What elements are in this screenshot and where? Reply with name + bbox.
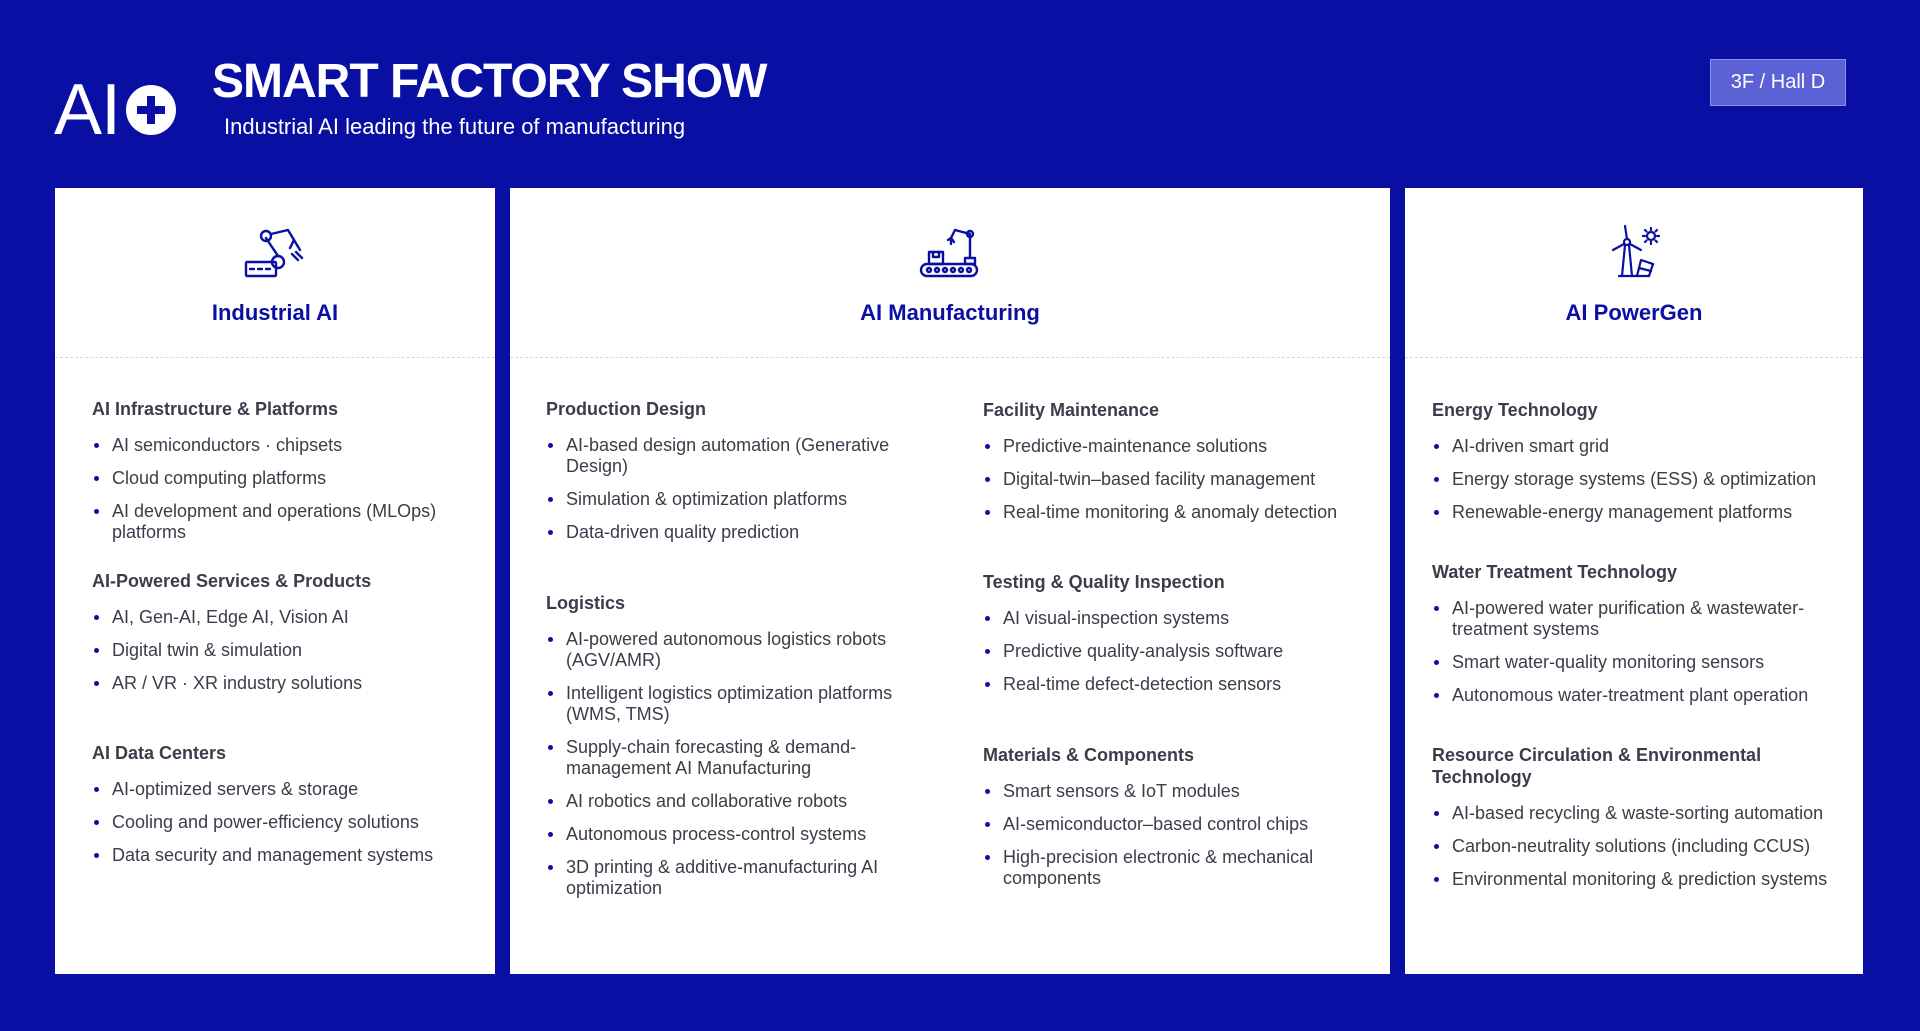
card-ai-manufacturing xyxy=(510,188,1390,974)
card-title: AI Manufacturing xyxy=(860,300,1040,325)
list-item: AI development and operations (MLOps) platforms xyxy=(92,501,482,543)
list-item: AI-based recycling & waste-sorting automation xyxy=(1432,803,1852,824)
section-title: AI-Powered Services & Products xyxy=(92,571,372,591)
list-item: Autonomous process-control systems xyxy=(546,824,946,845)
plus-icon xyxy=(126,85,176,135)
list-item: Renewable-energy management platforms xyxy=(1432,502,1852,523)
section xyxy=(1432,744,1852,902)
section-title: Energy Technology xyxy=(1432,400,1598,420)
section-title: AI Data Centers xyxy=(92,743,227,763)
list-item: Digital twin & simulation xyxy=(92,640,482,661)
list-item: AI-optimized servers & storage xyxy=(92,779,482,800)
list-item: Real-time defect-detection sensors xyxy=(983,674,1373,695)
section xyxy=(983,571,1373,707)
section-title: Testing & Quality Inspection xyxy=(983,572,1225,592)
list-item: Data-driven quality prediction xyxy=(546,522,946,543)
section xyxy=(92,742,482,878)
list-item: Environmental monitoring & prediction systems xyxy=(1432,869,1852,890)
item-list xyxy=(92,435,482,543)
list-item: AR / VR · XR industry solutions xyxy=(92,673,482,694)
item-list xyxy=(983,436,1373,523)
section xyxy=(983,744,1373,901)
section-title: Water Treatment Technology xyxy=(1432,562,1678,582)
list-item: AI-based design automation (Generative Design) xyxy=(546,435,946,477)
list-item: Smart sensors & IoT modules xyxy=(983,781,1373,802)
list-item: Digital-twin–based facility management xyxy=(983,469,1373,490)
list-item: AI visual-inspection systems xyxy=(983,608,1373,629)
list-item: Autonomous water-treatment plant operation xyxy=(1432,685,1852,706)
location-badge: 3F / Hall D xyxy=(1710,59,1846,106)
section-title: Resource Circulation & Environmental Technology xyxy=(1432,745,1762,787)
list-item: AI-powered autonomous logistics robots (AGV/AMR) xyxy=(546,629,946,671)
show-logo xyxy=(54,70,176,150)
card-header xyxy=(55,188,495,358)
item-list xyxy=(1432,436,1852,523)
card-title: AI PowerGen xyxy=(1565,300,1703,325)
card-title: Industrial AI xyxy=(211,300,339,325)
list-item: Simulation & optimization platforms xyxy=(546,489,946,510)
section xyxy=(92,398,482,555)
list-item: Carbon-neutrality solutions (including CCUS) xyxy=(1432,836,1852,857)
section xyxy=(1432,399,1852,535)
section-title: Facility Maintenance xyxy=(983,400,1160,420)
list-item: Supply-chain forecasting & demand-management AI Manufacturing xyxy=(546,737,946,779)
section xyxy=(546,398,946,555)
item-list xyxy=(1432,598,1852,706)
page-subtitle: Industrial AI leading the future of manufacturing xyxy=(224,114,686,139)
conveyor-robot-icon xyxy=(915,224,985,282)
item-list xyxy=(983,608,1373,695)
list-item: 3D printing & additive-manufacturing AI optimization xyxy=(546,857,946,899)
wind-turbine-icon xyxy=(1599,224,1669,282)
robot-arm-icon xyxy=(240,224,310,282)
item-list xyxy=(983,781,1373,889)
section-title: Production Design xyxy=(546,399,707,419)
list-item: Intelligent logistics optimization platforms (WMS, TMS) xyxy=(546,683,946,725)
item-list xyxy=(546,629,946,899)
section xyxy=(546,592,946,911)
list-item: AI semiconductors · chipsets xyxy=(92,435,482,456)
item-list xyxy=(92,607,482,694)
page-title: SMART FACTORY SHOW xyxy=(212,55,767,108)
card-header xyxy=(510,188,1390,358)
list-item: Smart water-quality monitoring sensors xyxy=(1432,652,1852,673)
list-item: AI-semiconductor–based control chips xyxy=(983,814,1373,835)
item-list xyxy=(546,435,946,543)
list-item: AI, Gen-AI, Edge AI, Vision AI xyxy=(92,607,482,628)
section-title: Materials & Components xyxy=(983,745,1195,765)
section xyxy=(983,399,1373,535)
list-item: AI robotics and collaborative robots xyxy=(546,791,946,812)
logo-text: AI xyxy=(54,70,121,150)
list-item: Real-time monitoring & anomaly detection xyxy=(983,502,1373,523)
list-item: AI-driven smart grid xyxy=(1432,436,1852,457)
section xyxy=(92,570,482,706)
list-item: Predictive quality-analysis software xyxy=(983,641,1373,662)
item-list xyxy=(92,779,482,866)
section-title: Logistics xyxy=(546,593,626,613)
card-industrial-ai xyxy=(55,188,495,974)
list-item: Cooling and power-efficiency solutions xyxy=(92,812,482,833)
card-ai-powergen xyxy=(1405,188,1863,974)
item-list xyxy=(1432,803,1852,890)
list-item: Energy storage systems (ESS) & optimization xyxy=(1432,469,1852,490)
list-item: High-precision electronic & mechanical components xyxy=(983,847,1373,889)
section xyxy=(1432,561,1852,718)
list-item: AI-powered water purification & wastewater-treatment systems xyxy=(1432,598,1852,640)
list-item: Data security and management systems xyxy=(92,845,482,866)
list-item: Cloud computing platforms xyxy=(92,468,482,489)
card-header xyxy=(1405,188,1863,358)
list-item: Predictive-maintenance solutions xyxy=(983,436,1373,457)
section-title: AI Infrastructure & Platforms xyxy=(92,399,339,419)
